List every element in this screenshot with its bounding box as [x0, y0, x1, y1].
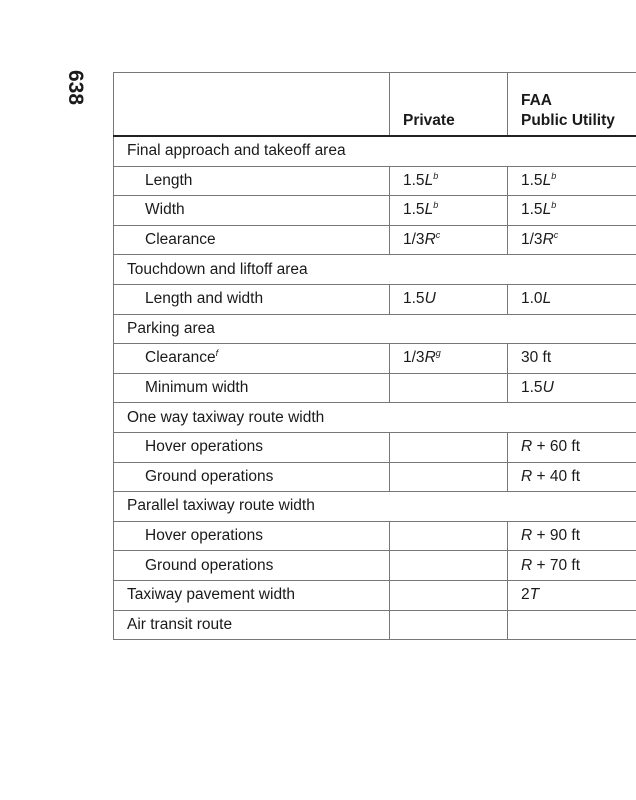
section-label: Final approach and takeoff area [114, 136, 636, 166]
value-prefix: 30 ft [521, 349, 552, 367]
header-criteria [114, 73, 390, 137]
row-label-text: Minimum width [145, 379, 249, 397]
value-suffix: + 90 ft [532, 527, 581, 545]
cell-private [390, 610, 508, 640]
row-label-text: Clearance [145, 231, 216, 249]
value-variable: L [424, 171, 434, 189]
cell-faa [508, 580, 636, 610]
section-row [114, 314, 636, 344]
row-label [114, 551, 390, 581]
cell-private [390, 432, 508, 462]
footnote-marker: b [551, 170, 557, 181]
value-suffix: + 70 ft [532, 556, 581, 574]
row-label [114, 225, 390, 255]
value-variable: R [424, 349, 436, 367]
table-row [114, 432, 636, 462]
value-prefix: 1.5 [521, 171, 543, 189]
value-variable: L [542, 171, 552, 189]
cell-faa [508, 225, 636, 255]
value-variable: R [521, 527, 533, 545]
row-label-text: Ground operations [145, 556, 274, 574]
cell-private [390, 284, 508, 314]
row-label-text: Width [145, 201, 185, 219]
header-faa-line1: FAA [521, 92, 552, 109]
section-row [114, 136, 636, 166]
table-body [114, 136, 636, 640]
cell-faa [508, 551, 636, 581]
value-suffix: + 60 ft [532, 438, 581, 456]
value-prefix: 1.5 [403, 290, 425, 308]
value-variable: L [542, 201, 552, 219]
section-row [114, 492, 636, 522]
table-row [114, 196, 636, 226]
footnote-marker: c [553, 230, 559, 241]
row-label-text: Clearance [145, 349, 216, 367]
cell-private [390, 521, 508, 551]
row-label [114, 521, 390, 551]
cell-private [390, 344, 508, 374]
header-private: Private [390, 73, 508, 137]
row-label-text: Hover operations [145, 438, 264, 456]
cell-faa [508, 432, 636, 462]
cell-faa [508, 521, 636, 551]
section-row [114, 255, 636, 285]
section-label: One way taxiway route width [114, 403, 636, 433]
value-prefix: 2 [521, 586, 530, 604]
row-label [114, 462, 390, 492]
value-variable: R [521, 438, 533, 456]
value-prefix: 1.5 [403, 171, 425, 189]
table-row [114, 225, 636, 255]
cell-faa [508, 373, 636, 403]
footnote-marker: g [435, 348, 441, 359]
row-label-text: Hover operations [145, 527, 264, 545]
row-label-text: Length and width [145, 290, 264, 308]
value-variable: L [542, 290, 552, 308]
table-row [114, 373, 636, 403]
table-row [114, 580, 636, 610]
header-faa-public-utility [508, 73, 636, 137]
value-variable: L [424, 201, 434, 219]
header-row [114, 73, 636, 137]
footnote-marker: b [551, 200, 557, 211]
table-header [114, 73, 636, 137]
row-label-text: Ground operations [145, 467, 274, 485]
value-variable: R [542, 231, 554, 249]
table-row [114, 344, 636, 374]
cell-faa [508, 462, 636, 492]
value-prefix: 1.5 [521, 379, 543, 397]
footnote-marker: f [215, 348, 219, 359]
value-variable: T [529, 586, 540, 604]
cell-private [390, 551, 508, 581]
value-prefix: 1.5 [403, 201, 425, 219]
value-variable: R [424, 231, 436, 249]
value-variable: U [424, 290, 436, 308]
cell-faa [508, 344, 636, 374]
table-row [114, 521, 636, 551]
cell-faa [508, 610, 636, 640]
row-label [114, 610, 390, 640]
row-label [114, 196, 390, 226]
cell-faa [508, 196, 636, 226]
row-label [114, 284, 390, 314]
cell-faa [508, 166, 636, 196]
table-row [114, 462, 636, 492]
value-prefix: 1/3 [521, 231, 543, 249]
row-label-text: Length [145, 171, 193, 189]
footnote-marker: c [435, 230, 441, 241]
table-row [114, 610, 636, 640]
cell-private [390, 196, 508, 226]
footnote-marker: b [433, 170, 439, 181]
table-row [114, 551, 636, 581]
section-row [114, 403, 636, 433]
value-prefix: 1.0 [521, 290, 543, 308]
row-label [114, 344, 390, 374]
row-label-text: Taxiway pavement width [127, 586, 295, 604]
cell-private [390, 166, 508, 196]
row-label [114, 580, 390, 610]
section-label: Touchdown and liftoff area [114, 255, 636, 285]
cell-private [390, 580, 508, 610]
footnote-marker: b [433, 200, 439, 211]
section-label: Parking area [114, 314, 636, 344]
table-row [114, 166, 636, 196]
value-prefix: 1.5 [521, 201, 543, 219]
table-row [114, 284, 636, 314]
requirements-table-container [113, 72, 636, 640]
cell-faa [508, 284, 636, 314]
page-number: 638 [64, 70, 87, 106]
value-variable: R [521, 467, 533, 485]
header-faa-line2: Public Utility [521, 112, 615, 129]
row-label-text: Air transit route [127, 615, 233, 633]
value-prefix: 1/3 [403, 231, 425, 249]
heliport-requirements-table [113, 72, 636, 640]
cell-private [390, 373, 508, 403]
row-label [114, 166, 390, 196]
row-label [114, 432, 390, 462]
value-variable: R [521, 556, 533, 574]
value-variable: U [542, 379, 554, 397]
row-label [114, 373, 390, 403]
cell-private [390, 225, 508, 255]
value-prefix: 1/3 [403, 349, 425, 367]
section-label: Parallel taxiway route width [114, 492, 636, 522]
cell-private [390, 462, 508, 492]
value-suffix: + 40 ft [532, 467, 581, 485]
